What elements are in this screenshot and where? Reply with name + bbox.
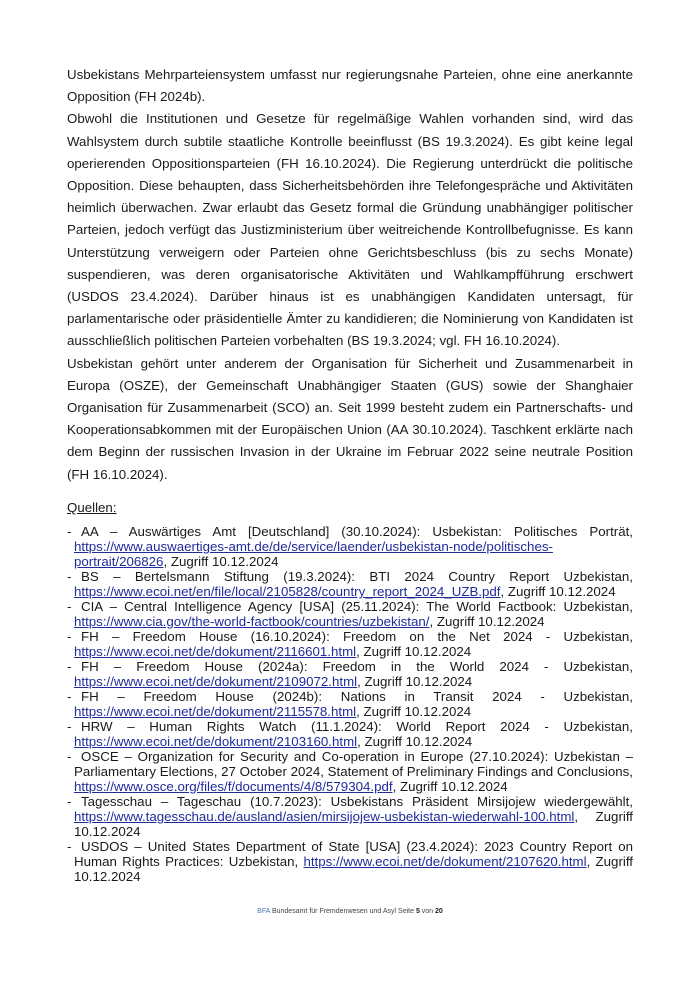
reference-link[interactable]: https://www.ecoi.net/de/dokument/2107620.html [303, 854, 587, 869]
reference-link[interactable]: https://www.ecoi.net/de/dokument/2116601.html [74, 644, 357, 659]
reference-link[interactable]: https://www.osce.org/files/f/documents/4/8/579304.pdf [74, 779, 393, 794]
footer-org-name: Bundesamt für Fremdenwesen und Asyl Seite [270, 908, 416, 915]
reference-link[interactable]: https://www.ecoi.net/de/dokument/2109072.html [74, 674, 358, 689]
list-dash: - [67, 599, 72, 614]
list-dash: - [67, 794, 72, 809]
reference-item-tagesschau [67, 794, 633, 839]
list-dash: - [67, 659, 72, 674]
reference-text: Tagesschau – Tageschau (10.7.2023): Usbekistans Präsident Mirsijojew wiedergewählt, [81, 794, 633, 809]
reference-link[interactable]: https://www.ecoi.net/de/dokument/2115578.html [74, 704, 357, 719]
reference-text: FH – Freedom House (2024b): Nations in Transit 2024 - Uzbekistan, [81, 689, 633, 704]
access-date: , Zugriff 10.12.2024 [392, 779, 508, 794]
reference-link[interactable]: https://www.auswaertiges-amt.de/de/service/laender/usbekistan-node/politisches-portrait/206826 [74, 539, 553, 569]
reference-item-cia [67, 599, 633, 629]
paragraph-elections: Obwohl die Institutionen und Gesetze für regelmäßige Wahlen vorhanden sind, wird das Wahlsystem durch subtile staatliche Kontrolle beeinflusst (BS 19.3.2024). Es gibt keine legal operierenden Oppositionsparteien (FH 16.10.2024). Die Regierung unterdrückt die politische Opposition. Diese behaupten, dass Sicherheitsbehörden ihre Telefongespräche und Aktivitäten heimlich überwachen. Zwar erlaubt das Gesetz formal die Gründung unabhängiger politischer Parteien, jedoch verfügt das Justizministerium über weitreichende Kontrollbefugnisse. Es kann Unterstützung verweigern oder Parteien ohne Gerichtsbeschluss (bis zu sechs Monate) suspendieren, was deren organisatorische Aktivitäten und Wahlkampfführung erschwert (USDOS 23.4.2024). Darüber hinaus ist es unabhängigen Kandidaten untersagt, für parlamentarische oder präsidentielle Ämter zu kandidieren; die Nominierung von Kandidaten ist ausschließlich politischen Parteien vorbehalten (BS 19.3.2024; vgl. FH 16.10.2024). [67, 111, 633, 349]
reference-link[interactable]: https://www.ecoi.net/de/dokument/2103160.html [74, 734, 358, 749]
access-date: , Zugriff 10.12.2024 [500, 584, 616, 599]
list-dash: - [67, 719, 72, 734]
list-dash: - [67, 629, 72, 644]
reference-item-hrw [67, 719, 633, 749]
reference-text: HRW – Human Rights Watch (11.1.2024): World Report 2024 - Uzbekistan, [81, 719, 633, 734]
access-date: , Zugriff 10.12.2024 [429, 614, 545, 629]
page-footer [0, 908, 700, 915]
reference-text: FH – Freedom House (2024a): Freedom in the World 2024 - Uzbekistan, [81, 659, 633, 674]
reference-text: FH – Freedom House (16.10.2024): Freedom on the Net 2024 - Uzbekistan, [81, 629, 633, 644]
reference-text: USDOS – United States Department of State [USA] (23.4.2024): 2023 Country Report on Human Rights Practices: Uzbekistan, [74, 839, 633, 869]
reference-link[interactable]: https://www.ecoi.net/en/file/local/2105828/country_report_2024_UZB.pdf [74, 584, 501, 599]
reference-text: BS – Bertelsmann Stiftung (19.3.2024): BTI 2024 Country Report Uzbekistan, [81, 569, 633, 584]
list-dash: - [67, 839, 72, 854]
reference-list [67, 524, 633, 884]
paragraph-party-system: Usbekistans Mehrparteiensystem umfasst nur regierungsnahe Parteien, ohne eine anerkannte Opposition (FH 2024b). [67, 67, 633, 105]
access-date: , Zugriff 10.12.2024 [356, 644, 472, 659]
reference-item-usdos [67, 839, 633, 884]
page-number-separator: von [419, 908, 436, 915]
list-dash: - [67, 524, 72, 539]
list-dash: - [67, 569, 72, 584]
access-date: , Zugriff 10.12.2024 [163, 554, 279, 569]
reference-item-bs [67, 569, 633, 599]
access-date: , Zugriff 10.12.2024 [357, 674, 473, 689]
bfa-logo-text: BFA [257, 908, 271, 915]
sources-heading: Quellen: [67, 500, 117, 515]
paragraph-international-memberships: Usbekistan gehört unter anderem der Organisation für Sicherheit und Zusammenarbeit in Europa (OSZE), der Gemeinschaft Unabhängiger Staaten (GUS) sowie der Shanghaier Organisation für Zusammenarbeit (SCO) an. Seit 1999 besteht zudem ein Partnerschafts- und Kooperationsabkommen mit der Europäischen Union (AA 30.10.2024). Taschkent erklärte nach dem Beginn der russischen Invasion in der Ukraine im Februar 2022 seine neutrale Position (FH 16.10.2024). [67, 355, 633, 482]
body-text [67, 64, 633, 486]
sources-section [67, 497, 633, 884]
list-dash: - [67, 749, 72, 764]
reference-item-fh-transit [67, 689, 633, 719]
reference-item-osce [67, 749, 633, 794]
reference-text: OSCE – Organization for Security and Co-operation in Europe (27.10.2024): Uzbekistan – Parliamentary Elections, 27 October 2024, Statement of Preliminary Findings and Conclusions, [74, 749, 633, 779]
access-date: , Zugriff 10.12.2024 [356, 704, 472, 719]
access-date: , Zugriff 10.12.2024 [357, 734, 473, 749]
list-dash: - [67, 689, 72, 704]
reference-item-fh-net [67, 629, 633, 659]
access-date: , Zugriff 10.12.2024 [74, 854, 633, 884]
page-number-total: 20 [435, 908, 443, 915]
reference-item-fh-world [67, 659, 633, 689]
reference-text: CIA – Central Intelligence Agency [USA] (25.11.2024): The World Factbook: Uzbekistan, [81, 599, 633, 614]
reference-link[interactable]: https://www.cia.gov/the-world-factbook/countries/uzbekistan/ [74, 614, 430, 629]
reference-item-aa [67, 524, 633, 569]
access-date: , Zugriff 10.12.2024 [74, 809, 633, 839]
reference-link[interactable]: https://www.tagesschau.de/ausland/asien/mirsijojew-usbekistan-wiederwahl-100.html [74, 809, 575, 824]
reference-text: AA – Auswärtiges Amt [Deutschland] (30.10.2024): Usbekistan: Politisches Porträt, [81, 524, 633, 539]
page-number-current: 5 [415, 908, 420, 915]
